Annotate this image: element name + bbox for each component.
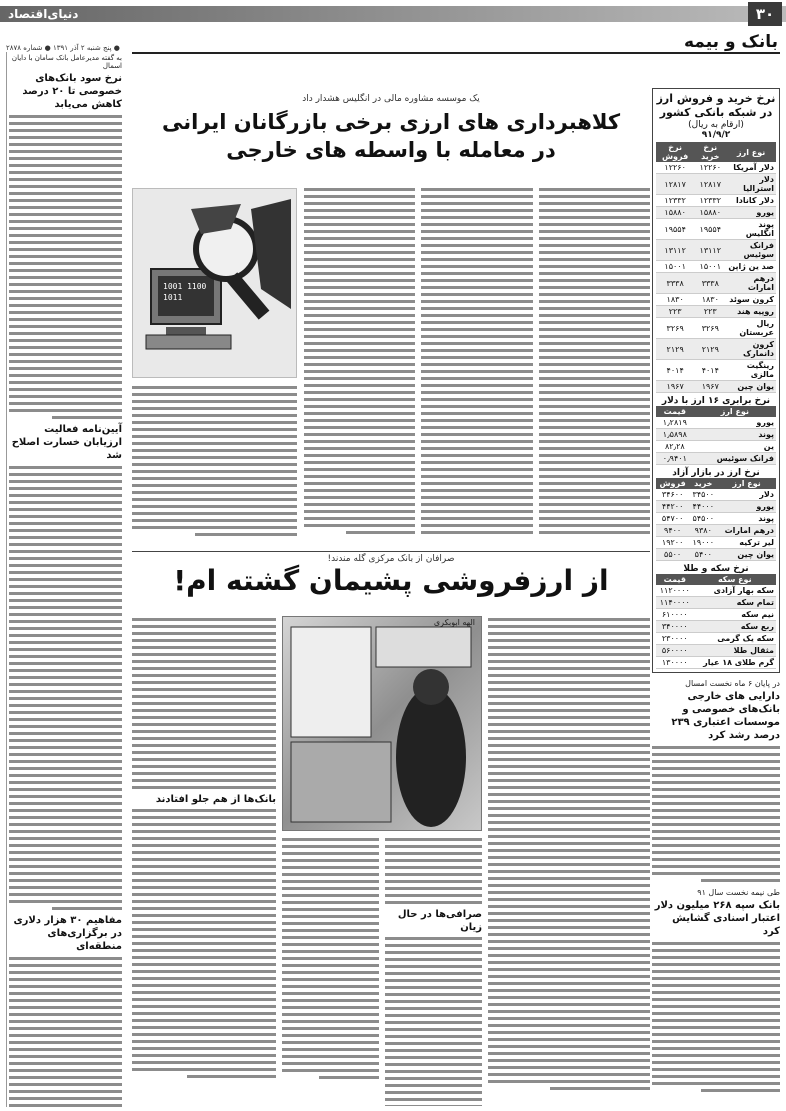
- coin-row: [656, 609, 776, 621]
- rate-row-name: کرون دانمارک: [726, 339, 776, 360]
- free-market-row-sell: ۴۴۲۰۰: [656, 501, 689, 513]
- article2-kicker: صرافان از بانک مرکزی گله مندند!: [327, 554, 455, 564]
- parity-row-name: فرانک سوئیس: [694, 453, 776, 465]
- rate-row: [656, 207, 776, 219]
- rate-row-buy: ۳۳۳۸: [694, 273, 726, 294]
- rate-row-name: رینگیت مالزی: [726, 360, 776, 381]
- article1-col: [421, 188, 532, 548]
- article2-headline: از ارزفروشی پشیمان گشته ام!: [173, 564, 609, 597]
- parity-row: [656, 429, 776, 441]
- left-headline: نرخ سود بانک‌های خصوصی تا ۲۰ درصد کاهش می‌یابد: [22, 73, 122, 110]
- right-a1-kicker: در پایان ۶ ماه نخست امسال: [685, 679, 780, 688]
- free-market-row: [656, 549, 776, 561]
- divider: [132, 52, 780, 54]
- rate-row-sell: ۱۲۳۳۲: [656, 195, 694, 207]
- rate-row-name: فرانک سوئیس: [726, 240, 776, 261]
- free-market-row-sell: ۱۹۲۰۰: [656, 537, 689, 549]
- article1-col-under-illus: [132, 386, 297, 546]
- rate-row: [656, 294, 776, 306]
- rate-row-buy: ۱۵۰۰۱: [694, 261, 726, 273]
- rate-row-name: درهم امارات: [726, 273, 776, 294]
- coin-row-name: ربع سکه: [694, 621, 776, 633]
- free-market-header: نوع ارز: [717, 478, 776, 489]
- coin-header: قیمت: [656, 574, 694, 585]
- rate-row-buy: ۱۳۱۱۲: [694, 240, 726, 261]
- article2-col-left: [132, 618, 276, 1103]
- free-market-row-buy: ۱۹۰۰۰: [689, 537, 717, 549]
- free-market-row-name: لیر ترکیه: [717, 537, 776, 549]
- left-text-2: [9, 466, 122, 910]
- coin-row: [656, 657, 776, 669]
- parity-table: [656, 406, 776, 465]
- coin-row-val: ۶۱۰۰۰۰: [656, 609, 694, 621]
- parity-row-val: ۱٫۵۸۹۸: [656, 429, 694, 441]
- article2-col: [282, 838, 379, 1103]
- binary-text: 1001 1100 1011: [163, 282, 207, 302]
- article2-subhead-2: صرافی‌ها در حال زیان: [397, 909, 482, 933]
- parity-row-val: ۰٫۹۴۰۱: [656, 453, 694, 465]
- rate-row-name: ریال عربستان: [726, 318, 776, 339]
- rate-row: [656, 381, 776, 393]
- free-market-row-sell: ۵۵۰۰: [656, 549, 689, 561]
- shop-photo-drawing: [281, 617, 481, 832]
- rate-row-buy: ۱۹۶۷: [694, 381, 726, 393]
- article1-headline-1: کلاهبرداری های ارزی برخی بازرگانان ایرانی: [161, 110, 621, 134]
- free-market-row-buy: ۳۴۵۰۰: [689, 489, 717, 501]
- rate-row-name: کرون سوئد: [726, 294, 776, 306]
- coin-row: [656, 633, 776, 645]
- coin-row: [656, 621, 776, 633]
- parity-row: [656, 453, 776, 465]
- article1-kicker: یک موسسه مشاوره مالی در انگلیس هشدار داد: [302, 94, 480, 104]
- main-area: [132, 88, 650, 1106]
- rates-header: نرخ خرید: [694, 142, 726, 162]
- coin-table: [656, 574, 776, 669]
- rate-row-buy: ۱۹۵۵۴: [694, 219, 726, 240]
- coin-row: [656, 597, 776, 609]
- rates-title: نرخ خرید و فروش ارز در شبکه بانکی کشور: [656, 92, 776, 119]
- rate-row-sell: ۱۵۰۰۱: [656, 261, 694, 273]
- right-column: [652, 88, 780, 1106]
- right-article-2: [652, 888, 780, 1092]
- free-market-row: [656, 537, 776, 549]
- rate-row-sell: ۴۰۱۴: [656, 360, 694, 381]
- rate-row: [656, 360, 776, 381]
- coin-row-name: نیم سکه: [694, 609, 776, 621]
- rate-row-name: دلار آمریکا: [726, 162, 776, 174]
- coin-title: نرخ سکه و طلا: [683, 564, 749, 574]
- left-subhead-3: در برگزاری‌های منطقه‌ای: [47, 928, 122, 952]
- article2-bottom: [282, 838, 482, 1103]
- coin-header: نوع سکه: [694, 574, 776, 585]
- rates-header: نوع ارز: [726, 142, 776, 162]
- rate-row-sell: ۱۲۸۱۷: [656, 174, 694, 195]
- rate-row-sell: ۲۲۳: [656, 306, 694, 318]
- rate-row-name: یوان چین: [726, 381, 776, 393]
- rate-row-buy: ۴۰۱۴: [694, 360, 726, 381]
- coin-row-val: ۱۳۰۰۰۰: [656, 657, 694, 669]
- free-market-row: [656, 489, 776, 501]
- rate-row: [656, 195, 776, 207]
- free-market-header: فروش: [656, 478, 689, 489]
- rate-row-buy: ۳۲۶۹: [694, 318, 726, 339]
- article2-subhead-1: بانک‌ها از هم جلو افتادند: [155, 794, 276, 805]
- coin-row-name: سکه بهار آزادی: [694, 585, 776, 597]
- rate-row-sell: ۳۳۳۸: [656, 273, 694, 294]
- rate-row-name: دلار استرالیا: [726, 174, 776, 195]
- rate-row-name: روپیه هند: [726, 306, 776, 318]
- rate-row-name: یورو: [726, 207, 776, 219]
- rate-row: [656, 174, 776, 195]
- free-market-row-buy: ۵۴۵۰۰: [689, 513, 717, 525]
- free-market-row-buy: ۵۴۰۰: [689, 549, 717, 561]
- free-market-row-name: یوان چین: [717, 549, 776, 561]
- free-market-row: [656, 513, 776, 525]
- free-market-row-sell: ۳۴۶۰۰: [656, 489, 689, 501]
- free-market-row: [656, 525, 776, 537]
- rate-row: [656, 261, 776, 273]
- exchange-shop-photo: [282, 616, 482, 831]
- parity-header: نوع ارز: [694, 406, 776, 417]
- rate-row-buy: ۱۲۲۶۰: [694, 162, 726, 174]
- rate-row-name: صد ین ژاپن: [726, 261, 776, 273]
- article2-byline: الهه ابوبکری: [433, 618, 475, 627]
- coin-row-name: گرم طلای ۱۸ عیار: [694, 657, 776, 669]
- rate-row-buy: ۱۵۸۸۰: [694, 207, 726, 219]
- free-market-row-sell: ۹۴۰۰: [656, 525, 689, 537]
- free-market-header: خرید: [689, 478, 717, 489]
- article2-col-right: [488, 618, 650, 1103]
- article1-headline-2: در معامله با واسطه های خارجی: [226, 138, 556, 162]
- free-market-title: نرخ ارز در بازار آزاد: [672, 468, 760, 478]
- rate-row-sell: ۱۵۸۸۰: [656, 207, 694, 219]
- rate-row-sell: ۳۲۶۹: [656, 318, 694, 339]
- computer-illustration: [132, 189, 296, 379]
- rate-row: [656, 240, 776, 261]
- rate-row-buy: ۱۲۸۱۷: [694, 174, 726, 195]
- rates-table: [656, 142, 776, 393]
- rate-row-buy: ۲۱۲۹: [694, 339, 726, 360]
- rate-row-sell: ۱۳۱۱۲: [656, 240, 694, 261]
- rate-row-buy: ۲۲۳: [694, 306, 726, 318]
- parity-row: [656, 417, 776, 429]
- coin-row-val: ۵۶۰۰۰۰: [656, 645, 694, 657]
- parity-row-val: ۱٫۲۸۱۹: [656, 417, 694, 429]
- coin-row-name: سکه یک گرمی: [694, 633, 776, 645]
- rate-row: [656, 306, 776, 318]
- rate-row-sell: ۱۹۶۷: [656, 381, 694, 393]
- rate-row-buy: ۱۸۳۰: [694, 294, 726, 306]
- rates-box: [652, 88, 780, 673]
- left-subhead-1: آیین‌نامه فعالیت ارزیابان خسارت اصلاح شد: [11, 424, 122, 461]
- free-market-table: [656, 478, 776, 561]
- right-article-1: [652, 679, 780, 882]
- left-subhead-2: مفاهیم ۳۰ هزار دلاری: [13, 915, 122, 926]
- rate-row: [656, 273, 776, 294]
- header-strip: [0, 6, 786, 22]
- article2-col: [385, 838, 482, 1103]
- rates-date: ۹۱/۹/۲: [701, 130, 731, 140]
- free-market-row-name: درهم امارات: [717, 525, 776, 537]
- rate-row: [656, 219, 776, 240]
- free-market-row-sell: ۵۴۷۰۰: [656, 513, 689, 525]
- coin-row-val: ۲۳۰۰۰۰: [656, 633, 694, 645]
- rate-row: [656, 162, 776, 174]
- rate-row-sell: ۱۸۳۰: [656, 294, 694, 306]
- right-a1-headline: دارایی های خارجی بانک‌های خصوصی و موسسات اعتباری ۲۳۹ درصد رشد کرد: [671, 691, 780, 741]
- parity-row-name: ین: [694, 441, 776, 453]
- rate-row-name: دلار کانادا: [726, 195, 776, 207]
- parity-row-name: یورو: [694, 417, 776, 429]
- page-number: ۳۰: [748, 2, 782, 26]
- left-column: [6, 52, 126, 1107]
- section-title: بانک و بیمه: [684, 32, 778, 52]
- free-market-row-buy: ۴۴۰۰۰: [689, 501, 717, 513]
- article1-body: [304, 188, 650, 548]
- coin-row-val: ۳۴۰۰۰۰: [656, 621, 694, 633]
- rate-row-buy: ۱۲۳۳۲: [694, 195, 726, 207]
- coin-row: [656, 585, 776, 597]
- left-text-1: [9, 115, 122, 419]
- rate-row: [656, 339, 776, 360]
- article2-header: [132, 554, 650, 598]
- dateline: ● پنج شنبه ۲ آذر ۱۳۹۱ ● شماره ۲۸۷۸: [6, 44, 120, 52]
- rate-row-name: پوند انگلیس: [726, 219, 776, 240]
- free-market-row-name: یورو: [717, 501, 776, 513]
- left-note: به گفته مدیرعامل بانک سامان با دایان اسمال: [11, 54, 122, 70]
- article1-col: [539, 188, 650, 548]
- right-a2-kicker: طی نیمه نخست سال ۹۱: [697, 888, 780, 897]
- divider: [132, 551, 650, 552]
- article1-col: [304, 188, 415, 548]
- page-header: [0, 0, 786, 30]
- coin-row: [656, 645, 776, 657]
- right-a2-headline: بانک سپه ۲۶۸ میلیون دلار اعتبار اسنادی گشایش کرد: [654, 900, 780, 937]
- rates-header: نرخ فروش: [656, 142, 694, 162]
- free-market-row: [656, 501, 776, 513]
- left-text-3: [9, 957, 122, 1107]
- free-market-row-name: دلار: [717, 489, 776, 501]
- rate-row-sell: ۱۲۲۶۰: [656, 162, 694, 174]
- rate-row-sell: ۲۱۲۹: [656, 339, 694, 360]
- rate-row: [656, 318, 776, 339]
- coin-row-name: مثقال طلا: [694, 645, 776, 657]
- hacker-illustration: [132, 188, 297, 378]
- parity-row-val: ۸۲٫۲۸: [656, 441, 694, 453]
- parity-header: قیمت: [656, 406, 694, 417]
- free-market-row-name: پوند: [717, 513, 776, 525]
- free-market-row-buy: ۹۳۸۰: [689, 525, 717, 537]
- coin-row-name: تمام سکه: [694, 597, 776, 609]
- rate-row-sell: ۱۹۵۵۴: [656, 219, 694, 240]
- coin-row-val: ۱۱۴۰۰۰۰: [656, 597, 694, 609]
- brand-logo: دنیای‌اقتصاد: [8, 7, 79, 21]
- coin-row-val: ۱۱۲۰۰۰۰: [656, 585, 694, 597]
- parity-row-name: پوند: [694, 429, 776, 441]
- parity-title: نرخ برابری ۱۶ ارز با دلار: [661, 396, 771, 406]
- parity-row: [656, 441, 776, 453]
- rates-unit: (ارقام به ریال): [688, 120, 744, 130]
